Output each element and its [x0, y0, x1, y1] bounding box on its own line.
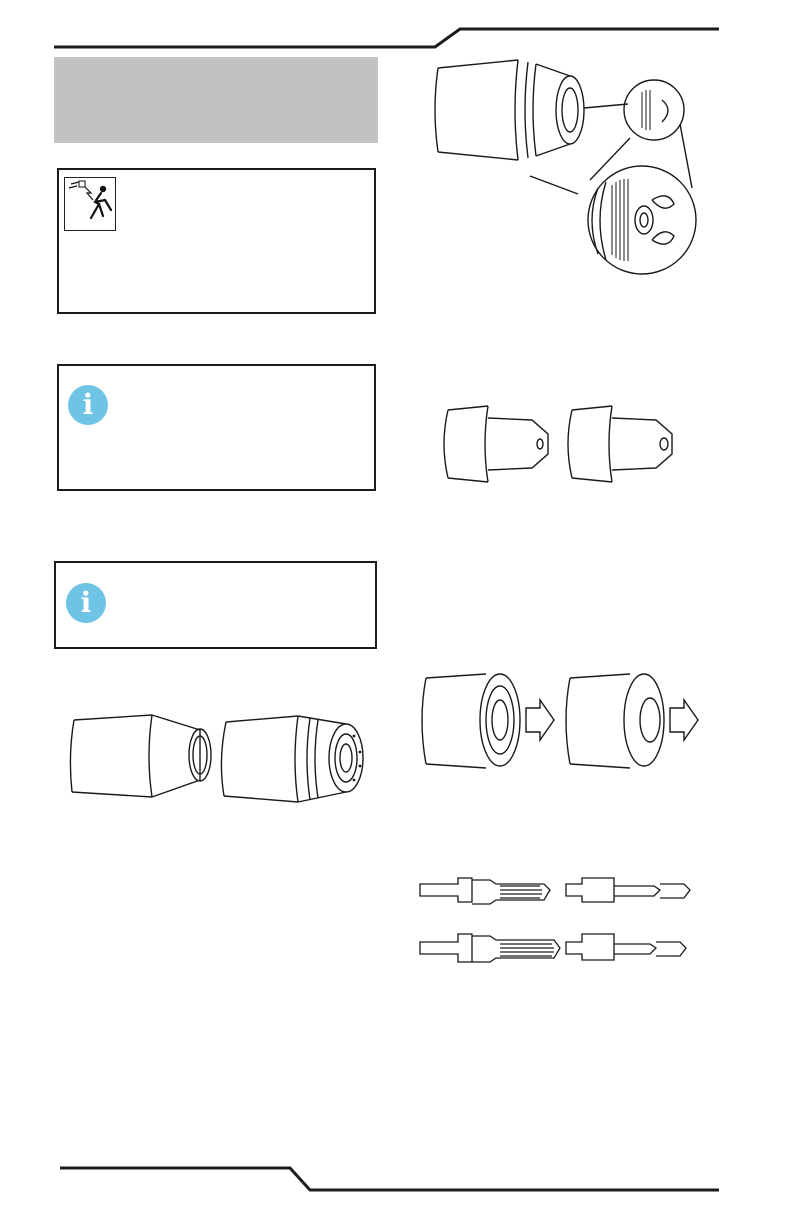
footer-rule: [0, 1150, 793, 1200]
information-icon: i: [66, 583, 106, 623]
section-banner: [54, 57, 378, 143]
information-icon: i: [68, 385, 108, 425]
note-box-1: [57, 364, 376, 491]
swirl-ring-detail-illustration: [430, 40, 700, 290]
nozzle-illustration: [436, 398, 706, 488]
cup-insert-remove-illustration: [414, 668, 710, 772]
electrode-illustration: [414, 872, 698, 972]
shield-cap-illustration: [60, 700, 370, 810]
electric-shock-hazard-icon: [64, 177, 116, 231]
